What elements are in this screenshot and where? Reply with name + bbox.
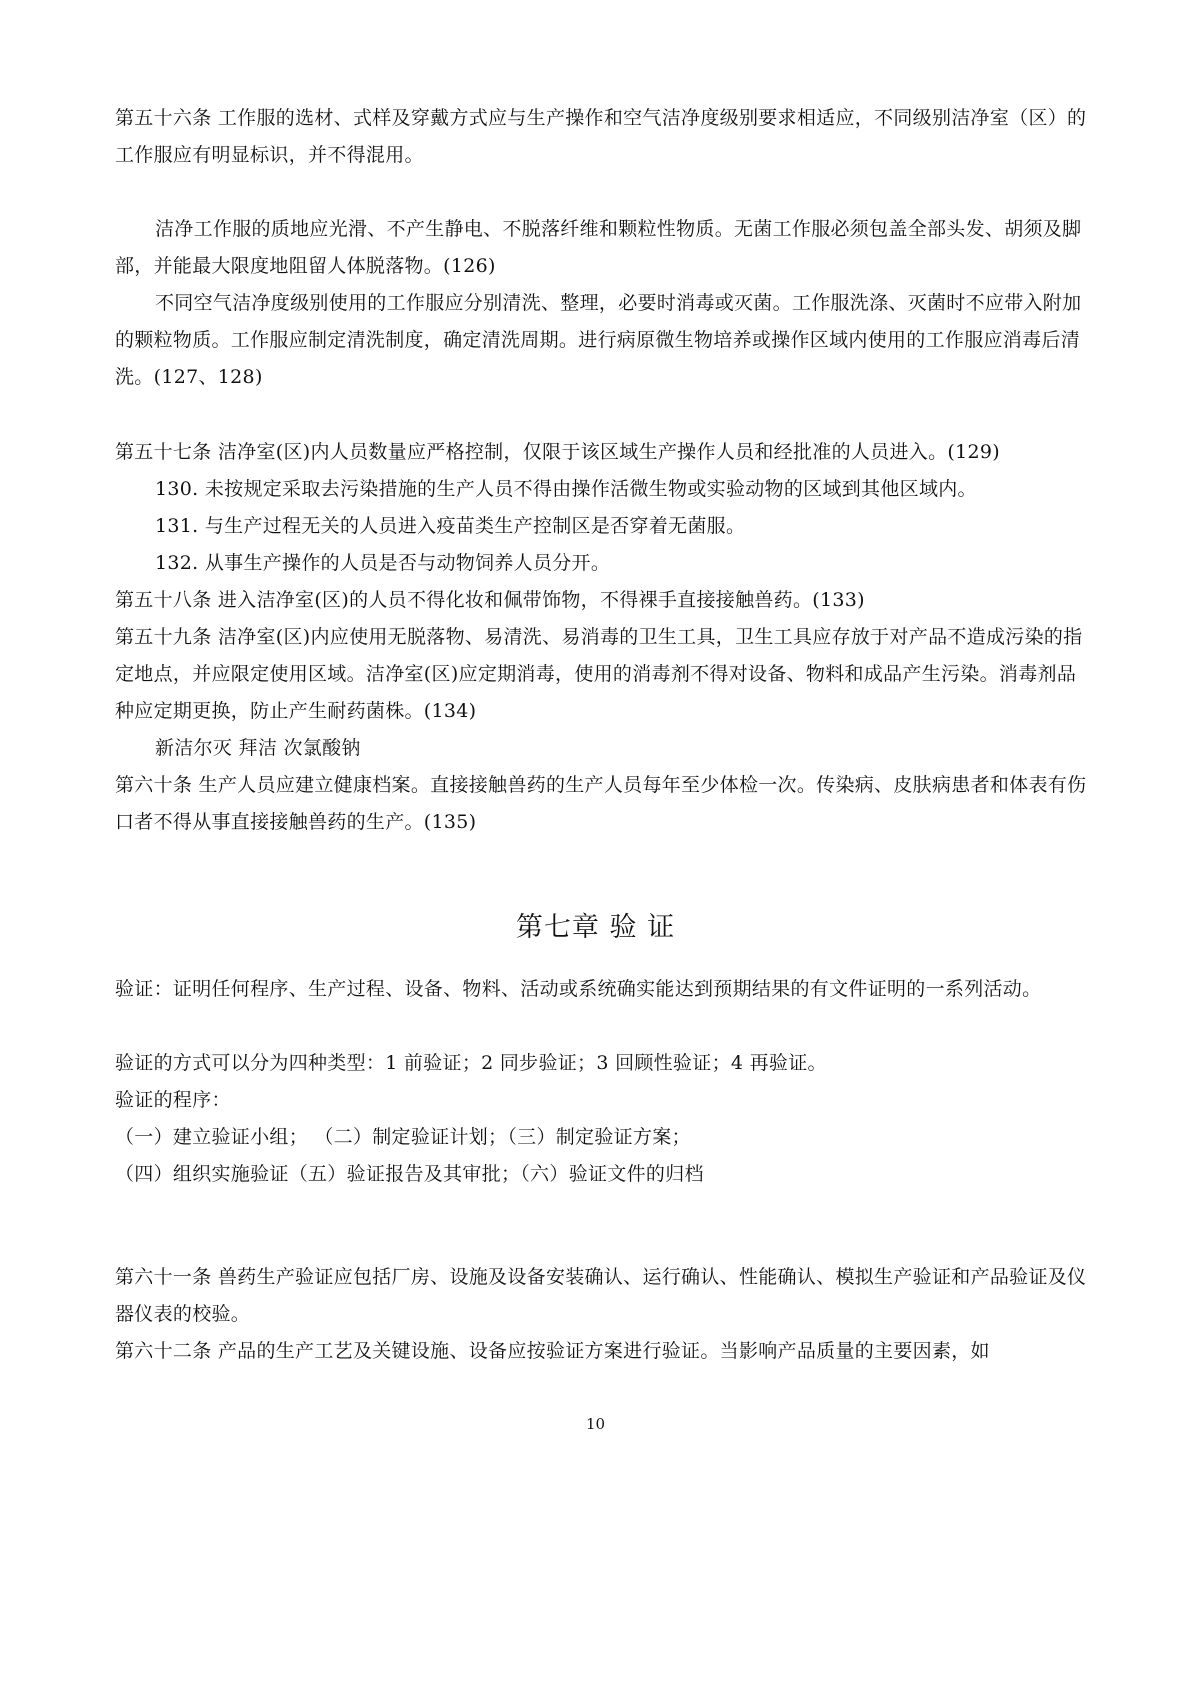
clean-garment-paragraph: 洁净工作服的质地应光滑、不产生静电、不脱落纤维和颗粒性物质。无菌工作服必须包盖全部头发、胡须及脚部，并能最大限度地阻留人体脱落物。(126): [115, 218, 1082, 277]
disinfectant-list: 新洁尔灭 拜洁 次氯酸钠: [155, 737, 361, 759]
item-132: 132. 从事生产操作的人员是否与动物饲养人员分开。: [155, 552, 611, 574]
article-61-paragraph: 第六十一条 兽药生产验证应包括厂房、设施及设备安装确认、运行确认、性能确认、模拟生产验证和产品验证及仪器仪表的校验。: [115, 1266, 1087, 1325]
item-131: 131. 与生产过程无关的人员进入疫苗类生产控制区是否穿着无菌服。: [155, 515, 746, 537]
chapter-title: 第七章 验 证: [515, 912, 676, 943]
article-57-paragraph: 第五十七条 洁净室(区)内人员数量应严格控制，仅限于该区域生产操作人员和经批准的人员进入。(129): [115, 441, 1000, 463]
garment-washing-paragraph: 不同空气洁净度级别使用的工作服应分别清洗、整理，必要时消毒或灭菌。工作服洗涤、灭菌时不应带入附加的颗粒物质。工作服应制定清洗制度，确定清洗周期。进行病原微生物培养或操作区域内使用的工作服应消毒后清洗。(127、128): [115, 292, 1082, 388]
procedure-steps-2: （四）组织实施验证（五）验证报告及其审批；（六）验证文件的归档: [115, 1163, 704, 1185]
article-58-paragraph: 第五十八条 进入洁净室(区)的人员不得化妆和佩带饰物，不得裸手直接接触兽药。(133): [115, 589, 865, 611]
validation-types: 验证的方式可以分为四种类型：1 前验证；2 同步验证；3 回顾性验证；4 再验证。: [115, 1052, 827, 1074]
page-number: 10: [585, 1415, 606, 1433]
article-56-paragraph: 第五十六条 工作服的选材、式样及穿戴方式应与生产操作和空气洁净度级别要求相适应，不同级别洁净室（区）的工作服应有明显标识，并不得混用。: [115, 107, 1087, 166]
procedure-steps-1: （一）建立验证小组； （二）制定验证计划；（三）制定验证方案；: [115, 1126, 691, 1148]
validation-definition: 验证：证明任何程序、生产过程、设备、物料、活动或系统确实能达到预期结果的有文件证明的一系列活动。: [115, 978, 1042, 1000]
article-59-paragraph: 第五十九条 洁净室(区)内应使用无脱落物、易清洗、易消毒的卫生工具，卫生工具应存放于对产品不造成污染的指定地点，并应限定使用区域。洁净室(区)应定期消毒，使用的消毒剂不得对设备、物料和成品产生污染。消毒剂品种应定期更换，防止产生耐药菌株。(134): [115, 626, 1083, 722]
item-130: 130. 未按规定采取去污染措施的生产人员不得由操作活微生物或实验动物的区域到其他区域内。: [155, 478, 977, 500]
procedure-heading: 验证的程序：: [115, 1089, 231, 1111]
article-60-paragraph: 第六十条 生产人员应建立健康档案。直接接触兽药的生产人员每年至少体检一次。传染病、皮肤病患者和体表有伤口者不得从事直接接触兽药的生产。(135): [115, 774, 1087, 833]
article-62-paragraph: 第六十二条 产品的生产工艺及关键设施、设备应按验证方案进行验证。当影响产品质量的主要因素，如: [115, 1340, 990, 1362]
